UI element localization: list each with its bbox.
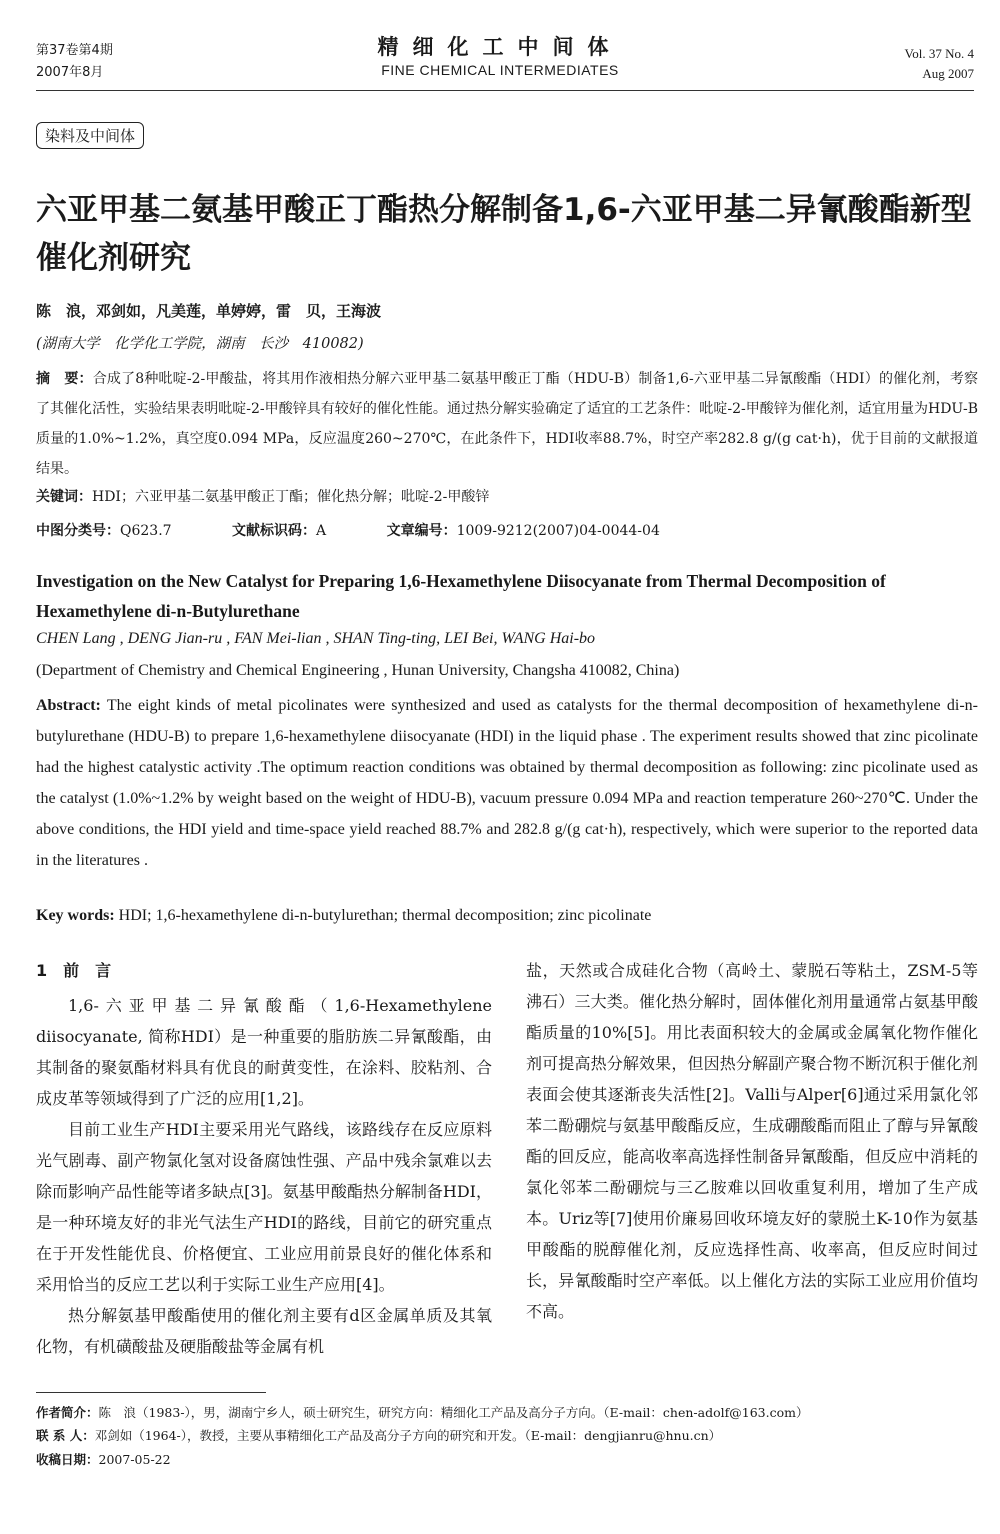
body-paragraph: 1,6-六亚甲基二异氰酸酯（1,6-Hexamethylene diisocyanate, 简称HDI）是一种重要的脂肪族二异氰酸酯，由其制备的聚氨酯材料具有优良的耐黄变性，在涂料、胶粘剂、合成皮革等领域得到了广泛的应用[1,2]。	[36, 996, 492, 1108]
abstract-en-label: Abstract:	[36, 697, 101, 714]
footnote-contact-label: 联 系 人：	[36, 1428, 95, 1443]
footnote-contact	[36, 1425, 980, 1447]
keywords-cn-label: 关键词：	[36, 489, 92, 505]
doc-code-value: A	[316, 523, 327, 539]
abstract-en-text: The eight kinds of metal picolinates were synthesized and used as catalysts for the thermal decomposition of hexamethylene di-n-butylurethane (HDU-B) to prepare 1,6-hexamethylene diisocyanate (HDI) in the liquid phase . The experiment results showed that zinc picolinate had the highest catalystic activity .The optimum reaction conditions was obtained by thermal decomposition as following: zinc picolinate used as the catalyst (1.0%~1.2% by weight based on the weight of HDU-B), vacuum pressure 0.094 MPa and reaction temperature 260~270℃. Under the above conditions, the HDI yield and time-space yield reached 88.7% and 282.8 g/(g cat·h), respectively, which were superior to the reported data in the literatures .	[36, 697, 978, 869]
footnote-divider	[36, 1392, 266, 1393]
header-left	[36, 40, 113, 84]
paper-title-cn: 六亚甲基二氨基甲酸正丁酯热分解制备1,6-六亚甲基二异氰酸酯新型催化剂研究	[36, 192, 972, 276]
footnote-received-text: 2007-05-22	[98, 1452, 171, 1467]
doc-code-label: 文献标识码：	[232, 523, 317, 539]
body-paragraph: 热分解氨基甲酸酯使用的催化剂主要有d区金属单质及其氧化物，有机磺酸盐及硬脂酸盐等金属有机	[36, 1306, 492, 1356]
journal-name-en: FINE CHEMICAL INTERMEDIATES	[381, 62, 619, 78]
body-right-column	[526, 955, 978, 1327]
section-heading: 1 前 言	[36, 961, 112, 980]
keywords-en-text: HDI; 1,6-hexamethylene di-n-butylurethan; thermal decomposition; zinc picolinate	[114, 907, 652, 924]
footnote-contact-text: 邓剑如（1964-），教授，主要从事精细化工产品及高分子方向的研究和开发。（E-mail：dengjianru@hnu.cn）	[94, 1428, 722, 1443]
authors-cn: 陈 浪，邓剑如，凡美莲，单婷婷，雷 贝，王海波	[36, 302, 382, 320]
affiliation-cn: (湖南大学 化学化工学院，湖南 长沙 410082)	[36, 336, 364, 352]
footnote-author-label: 作者简介：	[36, 1405, 99, 1420]
abstract-cn-label: 摘 要：	[36, 371, 93, 387]
section-tag: 染料及中间体	[36, 122, 144, 149]
keywords-cn	[36, 486, 489, 506]
date-en: Aug 2007	[922, 66, 974, 81]
body-left-column	[36, 955, 492, 1362]
body-paragraph: 盐，天然或合成硅化合物（高岭土、蒙脱石等粘土，ZSM-5等沸石）三大类。催化热分解时，固体催化剂用量通常占氨基甲酸酯质量的10%[5]。用比表面积较大的金属或金属氧化物作催化剂可提高热分解效果，但因热分解副产聚合物不断沉积于催化剂表面会使其逐渐丧失活性[2]。Valli与Alper[6]通过采用氯化邻苯二酚硼烷与氨基甲酸酯反应，生成硼酸酯而阻止了醇与异氰酸酯的回反应，能高收率高选择性制备异氰酸酯，但反应中消耗的氯化邻苯二酚硼烷与三乙胺难以回收重复利用，增加了生产成本。Uriz等[7]使用价廉易回收环境友好的蒙脱土K-10作为氨基甲酸酯的脱醇催化剂，反应选择性高、收率高，但反应时间过长，异氰酸酯时空产率低。以上催化方法的实际工业应用价值均不高。	[526, 961, 978, 1321]
header-divider	[36, 90, 974, 91]
volume-issue-en: Vol. 37 No. 4	[904, 46, 974, 61]
paper-title-en: Investigation on the New Catalyst for Preparing 1,6-Hexamethylene Diisocyanate from Thermal Decomposition of Hexamethylene di-n-Butylurethane	[36, 571, 886, 621]
clc-label: 中图分类号：	[36, 523, 120, 539]
journal-title	[300, 34, 700, 80]
footnote-author	[36, 1402, 980, 1424]
footnote-received-label: 收稿日期：	[36, 1452, 99, 1467]
abstract-cn-text: 合成了8种吡啶-2-甲酸盐，将其用作液相热分解六亚甲基二氨基甲酸正丁酯（HDU-B）制备1,6-六亚甲基二异氰酸酯（HDI）的催化剂，考察了其催化活性，实验结果表明吡啶-2-甲酸锌具有较好的催化性能。通过热分解实验确定了适宜的工艺条件：吡啶-2-甲酸锌为催化剂，适宜用量为HDU-B质量的1.0%~1.2%，真空度0.094 MPa，反应温度260~270℃，在此条件下，HDI收率88.7%，时空产率282.8 g/(g cat·h)，优于目前的文献报道结果。	[36, 371, 978, 477]
affiliation-en: (Department of Chemistry and Chemical Engineering , Hunan University, Changsha 410082, China)	[36, 662, 680, 679]
header-right	[905, 44, 974, 84]
footnote-author-text: 陈 浪（1983-），男，湖南宁乡人，硕士研究生，研究方向：精细化工产品及高分子方向。（E-mail：chen-adolf@163.com）	[98, 1405, 809, 1420]
authors-en: CHEN Lang , DENG Jian-ru , FAN Mei-lian , SHAN Ting-ting, LEI Bei, WANG Hai-bo	[36, 630, 596, 647]
keywords-en-label: Key words:	[36, 907, 115, 924]
clc-value: Q623.7	[120, 523, 172, 539]
journal-name-cn: 精细化工中间体	[377, 35, 623, 59]
volume-issue-cn: 第37卷第4期	[36, 43, 113, 58]
abstract-en	[36, 690, 978, 876]
keywords-en	[36, 907, 978, 925]
article-no-label: 文章编号：	[386, 523, 457, 539]
date-cn: 2007年8月	[36, 65, 104, 80]
abstract-cn	[36, 364, 978, 484]
footnote-received	[36, 1449, 980, 1471]
article-no-value: 1009-9212(2007)04-0044-04	[456, 523, 660, 539]
classification-row	[36, 520, 976, 540]
keywords-cn-text: HDI；六亚甲基二氨基甲酸正丁酯；催化热分解；吡啶-2-甲酸锌	[92, 489, 490, 505]
body-paragraph: 目前工业生产HDI主要采用光气路线，该路线存在反应原料光气剧毒、副产物氯化氢对设备腐蚀性强、产品中残余氯难以去除而影响产品性能等诸多缺点[3]。氨基甲酸酯热分解制备HDI，是一种环境友好的非光气法生产HDI的路线，目前它的研究重点在于开发性能优良、价格便宜、工业应用前景良好的催化体系和采用恰当的反应工艺以利于实际工业生产应用[4]。	[36, 1120, 492, 1294]
